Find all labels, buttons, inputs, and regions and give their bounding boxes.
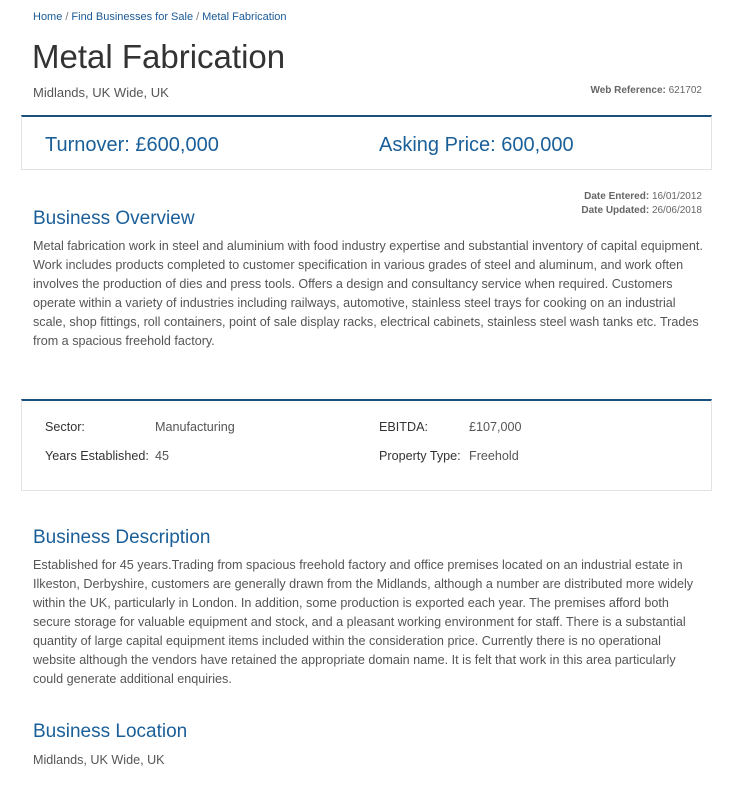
asking-price-value: Asking Price: 600,000 bbox=[379, 134, 574, 156]
location-heading: Business Location bbox=[33, 721, 188, 742]
date-updated-value: 26/06/2018 bbox=[651, 205, 702, 216]
date-updated bbox=[581, 204, 702, 218]
turnover-value: Turnover: £600,000 bbox=[45, 134, 219, 156]
description-text: Established for 45 years.Trading from spacious freehold factory and office premises located on an industrial estate in Ilkeston, Derbyshire, customers are generally drawn from the Midlands, although a number are distributed more widely within the UK, particularly in London. In addition, some production is exported each year. The premises afford both secure storage for valuable equipment and stock, and a pleasant working environment for staff. There is a substantial quantity of large capital equipment items included within the consideration price. Currently there is no operational website although the vendors have retained the appropriate domain name. It is felt that work in this area particularly could generate additional enquiries. bbox=[33, 558, 694, 686]
business-details-box bbox=[21, 399, 712, 491]
description-heading: Business Description bbox=[33, 527, 211, 548]
price-summary-box bbox=[21, 115, 712, 170]
listing-dates bbox=[581, 190, 702, 218]
date-entered bbox=[581, 190, 702, 204]
breadcrumb-separator: / bbox=[65, 11, 69, 23]
property-type-value: Freehold bbox=[469, 449, 519, 463]
web-reference-value: 621702 bbox=[668, 85, 702, 96]
web-reference bbox=[590, 85, 702, 96]
date-updated-label: Date Updated: bbox=[581, 205, 650, 216]
breadcrumb bbox=[33, 11, 287, 23]
overview-heading: Business Overview bbox=[33, 208, 195, 229]
breadcrumb-separator: / bbox=[196, 11, 200, 23]
breadcrumb-link-home[interactable]: Home bbox=[33, 11, 63, 23]
date-entered-value: 16/01/2012 bbox=[651, 191, 702, 202]
years-established-value: 45 bbox=[155, 449, 170, 463]
web-reference-label: Web Reference: bbox=[590, 85, 666, 96]
years-established-label: Years Established: bbox=[45, 449, 149, 463]
property-type-label: Property Type: bbox=[379, 449, 461, 463]
overview-text: Metal fabrication work in steel and aluminium with food industry expertise and substantial inventory of capital equipment. Work includes products completed to customer specification in various grades of steel and aluminum, and work often involves the production of dies and press tools. Offers a design and consultancy service when required. Customers operate within a variety of industries including railways, automotive, stainless steel trays for cooking on an industrial scale, shop fittings, roll containers, point of sale display racks, electrical cabinets, stainless steel wash tanks etc. Trades from a spacious freehold factory. bbox=[33, 239, 703, 348]
date-entered-label: Date Entered: bbox=[584, 191, 650, 202]
page-title: Metal Fabrication bbox=[32, 38, 286, 75]
ebitda-value: £107,000 bbox=[469, 420, 522, 434]
sector-label: Sector: bbox=[45, 420, 85, 434]
ebitda-label: EBITDA: bbox=[379, 420, 428, 434]
breadcrumb-link-find-businesses[interactable]: Find Businesses for Sale bbox=[71, 11, 194, 23]
breadcrumb-link-current[interactable]: Metal Fabrication bbox=[202, 11, 287, 23]
listing-location: Midlands, UK Wide, UK bbox=[33, 85, 169, 100]
sector-value: Manufacturing bbox=[155, 420, 235, 434]
location-text: Midlands, UK Wide, UK bbox=[33, 753, 165, 767]
